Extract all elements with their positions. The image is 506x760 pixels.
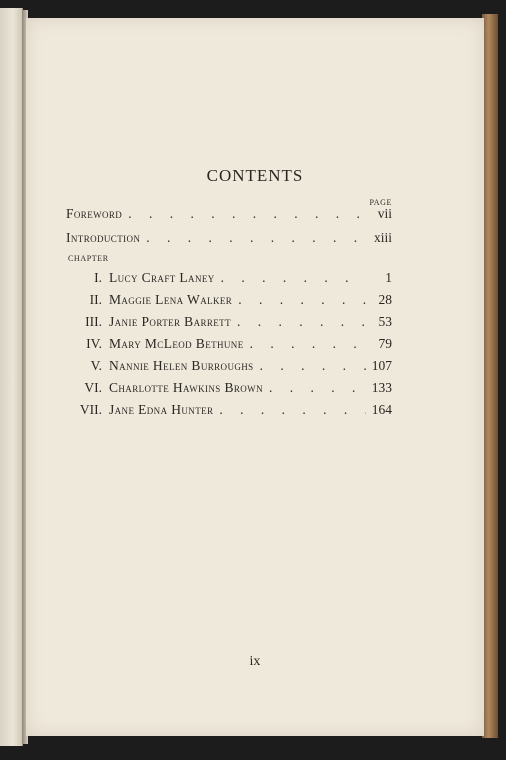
dot-leader — [244, 336, 366, 352]
chapter-number: VII. — [79, 402, 102, 417]
toc-entry-label: Introduction — [66, 230, 141, 245]
chapter-page: 28 — [378, 292, 392, 307]
chapter-title: Nannie Helen Burroughs — [109, 358, 254, 373]
toc-chapter-row — [66, 314, 392, 332]
toc-chapter-row — [66, 380, 392, 398]
toc-chapter-row — [66, 402, 392, 420]
dot-leader — [140, 230, 366, 246]
dot-leader — [213, 402, 366, 418]
toc-entry-page: vii — [377, 206, 392, 221]
chapter-number: I. — [94, 270, 102, 285]
chapter-title: Janie Porter Barrett — [109, 314, 231, 329]
chapter-title: Maggie Lena Walker — [109, 292, 233, 307]
toc-chapter-row — [66, 358, 392, 376]
dot-leader — [231, 314, 366, 330]
chapter-page: 133 — [371, 380, 392, 395]
dot-leader — [122, 206, 366, 222]
chapter-number: VI. — [84, 380, 102, 395]
toc-chapter-row — [66, 270, 392, 288]
chapter-page: 53 — [378, 314, 392, 329]
chapter-title: Mary McLeod Bethune — [109, 336, 244, 351]
chapter-number: V. — [90, 358, 102, 373]
page-column-heading: PAGE — [369, 198, 392, 207]
toc-entry-label: Foreword — [66, 206, 123, 221]
chapter-title: Lucy Craft Laney — [109, 270, 215, 285]
chapter-number: II. — [89, 292, 102, 307]
dot-leader — [254, 358, 366, 374]
chapter-number: III. — [85, 314, 102, 329]
toc-entry-page: xiii — [373, 230, 392, 245]
dot-leader — [263, 380, 366, 396]
chapter-page: 164 — [371, 402, 392, 417]
page-number: ix — [249, 654, 261, 669]
toc-entry-foreword — [66, 206, 392, 224]
chapter-page: 1 — [385, 270, 392, 285]
book-cover-edge — [482, 14, 498, 738]
dot-leader — [215, 270, 366, 286]
toc-chapter-row — [66, 292, 392, 310]
chapter-page: 79 — [378, 336, 392, 351]
dot-leader — [232, 292, 366, 308]
book-page — [26, 18, 484, 736]
chapter-column-heading: CHAPTER — [68, 254, 109, 263]
page-title: CONTENTS — [206, 166, 304, 185]
chapter-number: IV. — [86, 336, 102, 351]
toc-entry-introduction — [66, 230, 392, 248]
chapter-title: Jane Edna Hunter — [109, 402, 214, 417]
toc-chapter-row — [66, 336, 392, 354]
facing-page-edge — [0, 8, 23, 746]
chapter-page: 107 — [371, 358, 392, 373]
chapter-title: Charlotte Hawkins Brown — [109, 380, 263, 395]
